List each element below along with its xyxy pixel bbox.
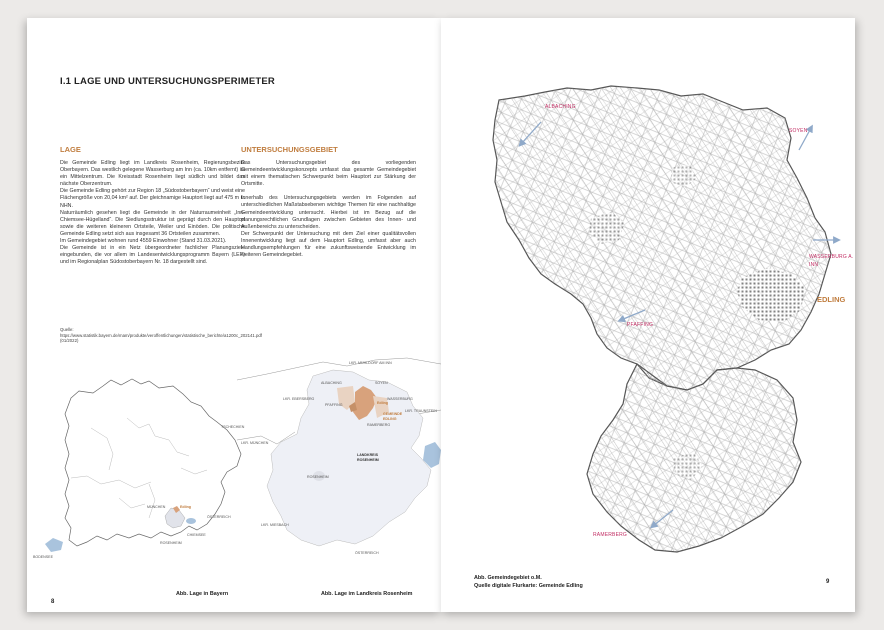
oesterreich-label: ÖSTERREICH	[355, 551, 379, 555]
lage-heading: LAGE	[60, 145, 81, 154]
muehldorf-label: LKR. MÜHLDORF AM INN	[349, 361, 392, 365]
caption-municipality: Abb. Gemeindegebiet o.M.	[474, 575, 542, 581]
gemeinde-edling-label: GEMEINDE	[383, 412, 403, 416]
edling-small-label: Edling	[377, 401, 388, 405]
chiemsee-label: CHIEMSEE	[187, 533, 206, 537]
edling-small-label: Edling	[180, 505, 191, 509]
lage-paragraph: Die Gemeinde Edling liegt im Landkreis Rosenheim, Regierungsbezirk Oberbayern. Das westlich gelegene Wasserburg am Inn (ca. 10km entfernt) ist ein Mittelzentrum. Die Kreisstadt Rosenheim liegt südlich und bildet das nächste Oberzentrum.	[60, 160, 245, 188]
page-number-left: 8	[51, 599, 55, 605]
left-page	[27, 18, 441, 612]
edling-label: EDLING	[817, 295, 846, 304]
albaching-label: ALBACHING	[545, 104, 576, 110]
wasserburg-label: WASSERBURG	[387, 397, 413, 401]
rosenheim-label: ROSENHEIM	[307, 475, 329, 479]
untersuchungsgebiet-heading: UNTERSUCHUNGSGEBIET	[241, 145, 338, 154]
untersuchungsgebiet-paragraph: Der Schwerpunkt der Untersuchung mit dem Ziel einer qualitätsvollen Innenentwicklung liegt auf dem Hauptort Edling, umfasst aber auch Handlungsempfehlungen für eine zukunftsweisende Entwicklung im weiteren Gemeindegebiet.	[241, 230, 416, 259]
wasserburg-label: WASSERBURG A.	[809, 254, 854, 260]
albaching-label: ALBACHING	[321, 381, 342, 385]
bavaria-map	[31, 358, 261, 568]
untersuchungsgebiet-paragraph: Das Untersuchungsgebiet des vorliegenden Gemeindeentwicklungskonzepts umfasst das gesamte Gemeindegebiet mit einem thematischen Schwerpunkt beim Hauptort zur Stärkung der Ortsmitte.	[241, 160, 416, 188]
road-network-north	[493, 86, 831, 390]
bodensee-lake	[45, 538, 63, 552]
traunstein-label: LKR. TRAUNSTEIN	[405, 409, 437, 413]
untersuchungsgebiet-paragraph: Innerhalb des Untersuchungsgebiets werden im Folgenden auf unterschiedlichen Maßstabsebenen wichtige Themen für eine nachhaltige Gemeindeentwicklung untersucht. Hierbei ist im Bezug auf die planungsrechtlichen Grundlagen zwischen Gebieten des Innen- und Außenbereichs zu unterscheiden.	[241, 195, 416, 230]
landkreis-label: ROSENHEIM	[357, 458, 379, 462]
gemeinde-edling-label: EDLING	[383, 417, 397, 421]
lage-paragraph: Die Gemeinde Edling gehört zur Region 18 „Südostoberbayern“ und weist eine Flächengröße von 20,04 km² auf. Der gleichnamige Hauptort liegt auf 475 m ü. NHN.	[60, 188, 245, 209]
caption-district: Abb. Lage im Landkreis Rosenheim	[321, 591, 413, 597]
lage-paragraph: Naturräumlich gesehen liegt die Gemeinde in der Naturraumeinheit „Inn-Chiemsee-Hügelland“. Die Siedlungsstruktur ist geprägt durch den Hauptort sowie die weiteren kleineren Ortsteile, Weiler und Einöden. Die politische Gemeinde Edling setzt sich aus insgesamt 36 Ortsteilen zusammen.	[60, 209, 245, 237]
lage-paragraph: Im Gemeindegebiet wohnen rund 4559 Einwohner (Stand 31.03.2021).	[60, 238, 227, 245]
tschechien-label: TSCHECHIEN	[221, 425, 245, 429]
soyen-label: SOYEN	[789, 128, 808, 134]
lage-text	[60, 160, 245, 266]
pfaffing-label: PFAFFING	[325, 403, 343, 407]
bodensee-label: BODENSEE	[33, 555, 53, 559]
municipality-map	[441, 18, 855, 578]
bavaria-border	[65, 379, 241, 546]
miesbach-label: LKR. MIESBACH	[261, 523, 289, 527]
chiemsee-lake	[186, 518, 196, 524]
caption-source: Quelle digitale Flurkarte: Gemeinde Edling	[474, 583, 583, 589]
section-title: I.1 LAGE UND UNTERSUCHUNGSPERIMETER	[60, 76, 275, 87]
caption-bavaria: Abb. Lage in Bayern	[176, 591, 229, 597]
pfaffing-label: PFAFFING	[627, 322, 654, 328]
district-map	[237, 340, 441, 572]
landkreis-label: LANDKREIS	[357, 453, 378, 457]
ebersberg-label: LKR. EBERSBERG	[283, 397, 315, 401]
wasserburg-label: INN	[809, 262, 819, 268]
district-borders	[71, 418, 207, 518]
lkr-muenchen-label: LKR. MÜNCHEN	[241, 441, 269, 445]
oesterreich-label: ÖSTERREICH	[207, 515, 231, 519]
ramerberg-label: RAMERBERG	[367, 423, 391, 427]
right-page	[441, 18, 855, 612]
ramerberg-label: RAMERBERG	[593, 532, 628, 538]
soyen-label: SOYEN	[375, 381, 388, 385]
rosenheim-label: ROSENHEIM	[160, 541, 182, 545]
muenchen-label: MÜNCHEN	[147, 505, 166, 509]
lage-paragraph: Die Gemeinde ist in ein Netz übergeordneter fachlicher Planungsziele eingebunden, die vor allem im Landesentwicklungsprogramm Bayern (LEP) und im Regionalplan Südostoberbayern Nr. 18 dargestellt sind.	[60, 245, 245, 266]
untersuchungsgebiet-text	[241, 160, 416, 259]
page-number-right: 9	[826, 579, 830, 585]
source-note: Quelle: https://www.statistik.bayern.de/mam/produkte/veroffentlichungen/statistische_berichte/a1200c_202141.pdf (01/2022)	[60, 327, 262, 344]
